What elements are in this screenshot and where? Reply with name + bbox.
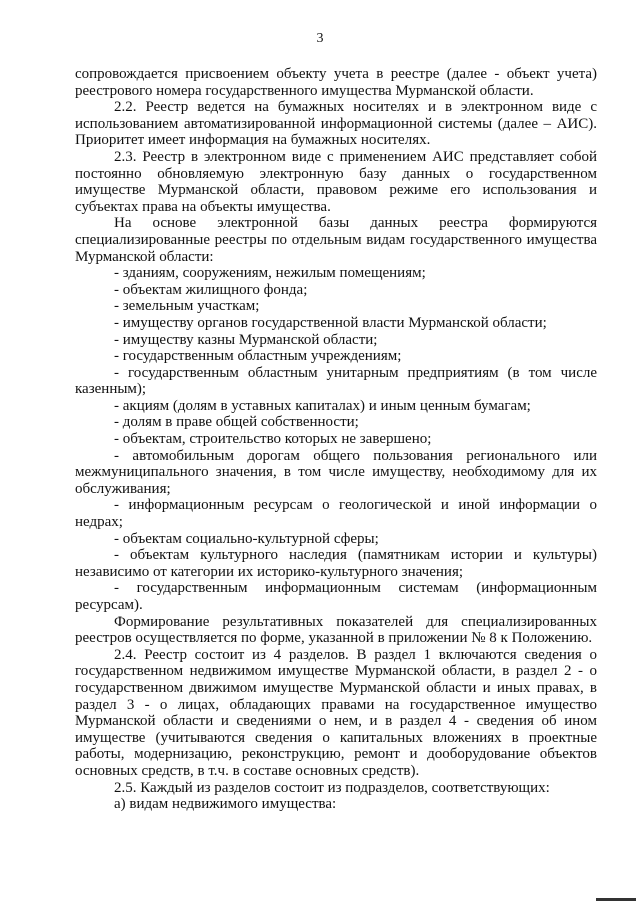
paragraph: 2.4. Реестр состоит из 4 разделов. В раздел 1 включаются сведения о государственном недвижимом имуществе Мурманской области, в раздел 2 - о государственном движимом имуществе Мурманской области и иных правах, в раздел 3 - о лицах, обладающих правами на государственное имущество Мурманской области и сведениями о нем, и в раздел 4 - сведения об ином имуществе (учитываются сведения о капитальных вложениях в проектные работы, модернизацию, реконструкцию, ремонт и дооборудование объектов основных средств, в т.ч. в составе основных средств). <box>75 646 597 779</box>
list-item: - долям в праве общей собственности; <box>114 414 359 431</box>
list-item: - имуществу органов государственной власти Мурманской области; <box>114 314 547 331</box>
paragraph: а) видам недвижимого имущества: <box>114 796 337 813</box>
paragraph: На основе электронной базы данных реестра формируются специализированные реестры по отдельным видам государственного имущества Мурманской области: <box>75 215 597 265</box>
list-item: - акциям (долям в уставных капиталах) и иным ценным бумагам; <box>114 397 531 414</box>
paragraph: сопровождается присвоением объекту учета в реестре (далее - объект учета) реестрового номера государственного имущества Мурманской области. <box>75 66 597 99</box>
list-item: - объектам социально-культурной сферы; <box>114 530 379 547</box>
list-item: - объектам жилищного фонда; <box>114 281 308 298</box>
list-item: - объектам, строительство которых не завершено; <box>114 431 432 448</box>
list-item: - имуществу казны Мурманской области; <box>114 331 378 348</box>
body-text <box>75 66 597 813</box>
paragraph: 2.2. Реестр ведется на бумажных носителях и в электронном виде с использованием автоматизированной информационной системы (далее – АИС). Приоритет имеет информация на бумажных носителях. <box>75 99 597 149</box>
list-item: - государственным информационным системам (информационным ресурсам). <box>75 580 597 613</box>
scan-edge-mark <box>596 898 636 901</box>
list-item: - информационным ресурсам о геологической и иной информации о недрах; <box>75 497 597 531</box>
page-number: 3 <box>316 31 324 46</box>
list-item: - государственным областным унитарным предприятиям (в том числе казенным); <box>75 364 597 398</box>
paragraph: 2.5. Каждый из разделов состоит из подразделов, соответствующих: <box>114 779 550 796</box>
paragraph: Формирование результативных показателей для специализированных реестров осуществляется по форме, указанной в приложении № 8 к Положению. <box>75 613 597 647</box>
list-item: - земельным участкам; <box>114 298 260 315</box>
list-item: - объектам культурного наследия (памятникам истории и культуры) независимо от категории их историко-культурного значения; <box>75 547 597 580</box>
list-item: - автомобильным дорогам общего пользования регионального или межмуниципального значения, в том числе имуществу, необходимому для их обслуживания; <box>75 447 597 497</box>
paragraph: 2.3. Реестр в электронном виде с применением АИС представляет собой постоянно обновляемую электронную базу данных о государственном имуществе Мурманской области, правовом режиме его использования и субъектах права на объекты имущества. <box>75 148 597 215</box>
list-item: - государственным областным учреждениям; <box>114 348 402 365</box>
list-item: - зданиям, сооружениям, нежилым помещениям; <box>114 265 426 282</box>
